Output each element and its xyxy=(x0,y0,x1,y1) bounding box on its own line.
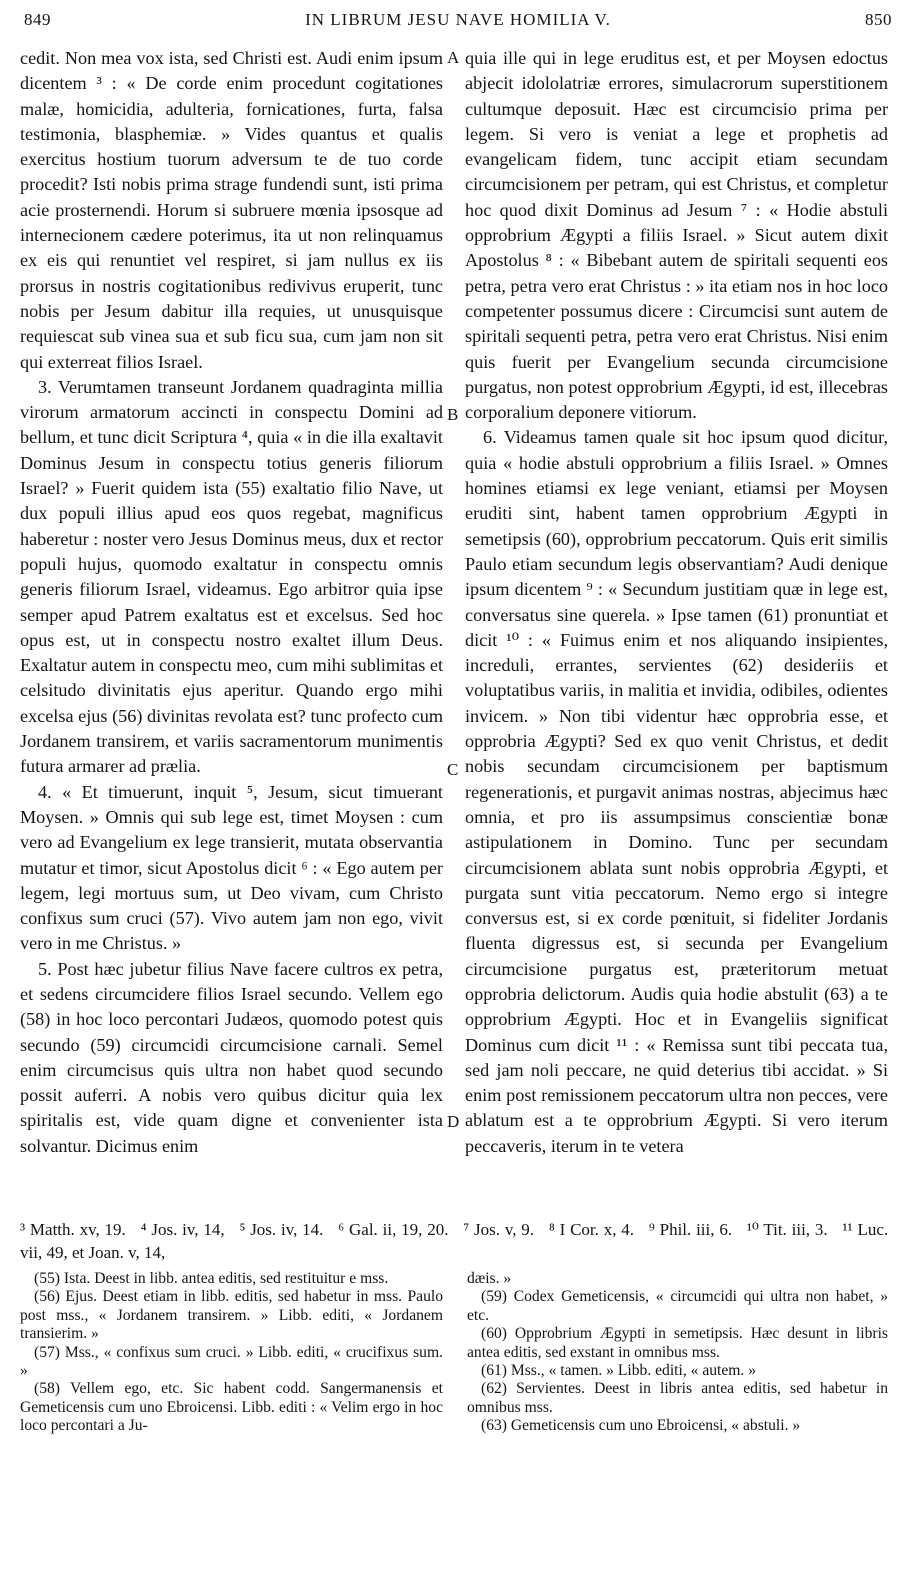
paragraph: 4. « Et timuerunt, inquit ⁵, Jesum, sicut timuerant Moysen. » Omnis qui sub lege est, timet Moysen : cum vero ad Evangelium ex lege transierit, mutata observantia mutatur et timor, sicut Apostolus dicit ⁶ : « Ego autem per legem, legi mortuus sum, ut Deo vivam, cum Christo confixus sum cruci (57). Vivo autem jam non ego, vivit vero in me Christus. » xyxy=(20,781,443,954)
reference: ⁵ Jos. iv, 14. xyxy=(239,1220,324,1239)
reference: ⁴ Jos. iv, 14, xyxy=(140,1220,225,1239)
paragraph: cedit. Non mea vox ista, sed Christi est. Audi enim ipsum dicentem ³ : « De corde enim procedunt cogitationes malæ, homicidia, adulteria, fornicationes, furta, falsa testimonia, blasphemiæ. » Vides quantus et qualis exercitus hostium tuorum adversum te de tuo corde procedit? Isti nobis prima strage fundendi sunt, isti prima acie prosternendi. Horum si subruere mœnia ipsosque ad internecionem cædere poterimus, ita ut non relinquamus ex eis qui renuntiet vel respiret, si jam nullus ex iis prorsus in nostris cogitationibus redivivus eruperit, tunc nobis per Jesum dabitur illa requies, ut unusquisque requiescat sub vinea sua et sub ficu sua, cum jam non sit qui exterreat filios Israel. xyxy=(20,48,443,372)
margin-marker-d: D xyxy=(447,1112,460,1131)
reference: ⁷ Jos. v, 9. xyxy=(463,1220,535,1239)
reference: ⁸ I Cor. x, 4. xyxy=(548,1220,635,1239)
note: (61) Mss., « tamen. » Libb. editi, « autem. » xyxy=(481,1362,757,1380)
scripture-references xyxy=(20,1218,888,1264)
note: (63) Gemeticensis cum uno Ebroicensi, « abstuli. » xyxy=(481,1417,801,1435)
reference: ¹¹ Luc. vii, 49, et Joan. v, 14, xyxy=(20,1220,889,1262)
page-number-left: 849 xyxy=(24,10,51,29)
margin-marker-c: C xyxy=(447,760,459,779)
page-number-right: 850 xyxy=(865,10,892,29)
paragraph: 3. Verumtamen transeunt Jordanem quadraginta millia virorum armatorum accincti in conspectu Domini ad bellum, et tunc dicit Scriptura ⁴, quia « in die illa exaltavit Dominus Jesum in conspectu totius generis filiorum Israel? » Fuerit quidem ista (55) exaltatio filio Nave, ut dux populi illius apud eos quos regebat, magnificus haberetur : noster vero Jesus Dominus meus, dux et rector populi hujus, quomodo exaltatur in conspectu omnis generis filiorum Israel, videamus. Ego arbitror quia ipse semper apud Patrem exaltatus est et excelsus. Sed hoc opus est, ut in conspectu nostro exaltet illum Deus. Exaltatur autem in conspectu meo, cum mihi sublimitas et celsitudo divinitatis ejus aperitur. Quando ergo mihi excelsa ejus (56) divinitas revolata est? tunc profecto cum Jordanem transirem, et variis sacramentorum munimentis futura armarer ad prælia. xyxy=(20,376,443,777)
note: (59) Codex Gemeticensis, « circumcidi qui ultra non habet, » etc. xyxy=(467,1288,888,1324)
note: (55) Ista. Deest in libb. antea editis, sed restituitur e mss. xyxy=(34,1270,389,1287)
running-header xyxy=(24,4,892,32)
reference: ⁶ Gal. ii, 19, 20. xyxy=(338,1220,449,1239)
editorial-notes-left xyxy=(20,1270,443,1436)
right-text-column xyxy=(465,46,888,1159)
editorial-notes-right xyxy=(467,1270,888,1436)
note: dæis. » xyxy=(467,1270,512,1287)
margin-marker-a: A xyxy=(447,48,460,67)
paragraph: 5. Post hæc jubetur filius Nave facere cultros ex petra, et sedens circumcidere filios Israel secundo. Vellem ego (58) in hoc loco percontari Judæos, quomodo potest quis secundo (59) circumcidi circumcisione carnali. Semel enim circumcisus quis ultra non habet quod secundo possit auferri. A nobis vero quibus dicitur quia lex spiritalis est, vide quam digne et convenienter ista solvantur. Dicimus enim xyxy=(20,958,443,1156)
note: (56) Ejus. Deest etiam in libb. editis, sed habetur in mss. Paulo post mss., « Jordanem transirem. » Libb. editi, « Jordanem transierim. » xyxy=(20,1288,443,1343)
running-title: IN LIBRUM JESU NAVE HOMILIA V. xyxy=(305,10,611,29)
margin-marker-b: B xyxy=(447,405,459,424)
note: (62) Servientes. Deest in libris antea editis, sed habetur in omnibus mss. xyxy=(467,1380,888,1416)
note: (60) Opprobrium Ægypti in semetipsis. Hæc desunt in libris antea editis, sed exstant in omnibus mss. xyxy=(467,1325,888,1361)
reference: ¹⁰ Tit. iii, 3. xyxy=(746,1220,828,1239)
paragraph: 6. Videamus tamen quale sit hoc ipsum quod dicitur, quia « hodie abstuli opprobrium a filiis Israel. » Omnes homines etiamsi ex lege veniant, etiamsi per Moysen eruditi sint, habent tamen opprobrium Ægypti in semetipsis (60), opprobrium peccatorum. Quis erit similis Paulo etiam secundum legis observantiam? Audi denique ipsum dicentem ⁹ : « Secundum justitiam quæ in lege est, conversatus sine querela. » Ipse tamen (61) pronuntiat et dicit ¹⁰ : « Fuimus enim et nos aliquando insipientes, increduli, errantes, servientes (62) desideriis et voluptatibus variis, in malitia et invidia, odibiles, odientes invicem. » Non tibi videntur hæc opprobria esse, et opprobria Ægypti? Sed ex quo venit Christus, et dedit nobis secundam circumcisionem per baptismum regenerationis, et purgavit animas nostras, abjecimus hæc omnia, et pro iis assumpsimus conscientiæ bonæ astipulationem in Domino. Tunc per secundam circumcisionem ablata sunt nobis opprobria Ægypti, et purgata sunt vitia peccatorum. Nemo ergo si integre conversus est, si ex corde pœnituit, si fideliter Jordanis fluenta digressus est, si secunda per Evangelium circumcisione purgatus est, præteritorum metuat opprobria delictorum. Audis quia hodie abstulit (63) a te opprobrium Ægypti. Hoc et in Evangeliis significat Dominus cum dicit ¹¹ : « Remissa sunt tibi peccata tua, sed jam noli peccare, ne quid deterius tibi accidat. » Si enim post remissionem peccatorum ultra non pecces, vere ablatum est a te opprobrium Ægypti. Si vero iterum peccaveris, iterum in te vetera xyxy=(465,427,888,1156)
note: (57) Mss., « confixus sum cruci. » Libb. editi, « crucifixus sum. » xyxy=(20,1343,443,1380)
note: (58) Vellem ego, etc. Sic habent codd. Sangermanensis et Gemeticensis cum uno Ebroicensi. Libb. editi : « Velim ergo in hoc loco percontari a Ju- xyxy=(20,1380,443,1435)
paragraph: quia ille qui in lege eruditus est, et per Moysen edoctus abjecit idololatriæ errores, simulacrorum superstitionem cultumque deposuit. Hæc est circumcisio prima per legem. Si vero is veniat a lege et prophetis ad evangelicam fidem, tunc accipit etiam secundam circumcisionem per petram, qui est Christus, et completur hoc quod dixit Dominus ad Jesum ⁷ : « Hodie abstuli opprobrium Ægypti a filiis Israel. » Sicut autem dixit Apostolus ⁸ : « Bibebant autem de spiritali sequenti eos petra, petra vero erat Christus : » ita etiam nos in hoc loco competenter possumus dicere : Circumcisi sunt autem de spiritali sequenti petra, petra vero erat Christus. Nisi enim quis fuerit per Evangelium secunda circumcisione purgatus, non potest opprobrium Ægypti, id est, illecebras corporalium deponere vitiorum. xyxy=(465,48,888,423)
reference: ³ Matth. xv, 19. xyxy=(20,1220,126,1239)
reference: ⁹ Phil. iii, 6. xyxy=(648,1220,733,1239)
left-text-column xyxy=(20,46,443,1159)
